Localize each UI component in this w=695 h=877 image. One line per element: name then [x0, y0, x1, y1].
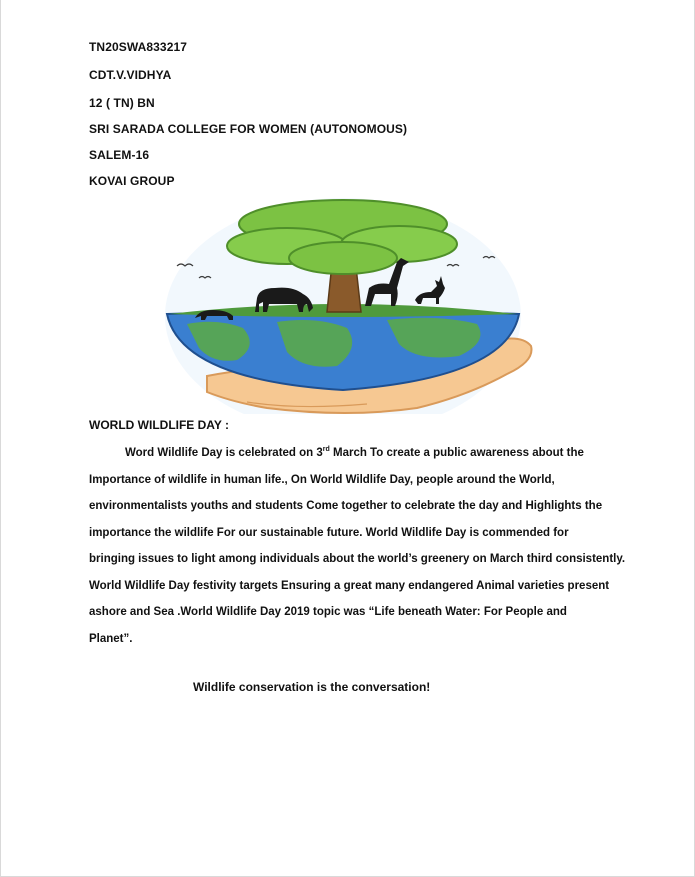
slogan: Wildlife conservation is the conversation! [193, 680, 431, 694]
paragraph-line: Planet”. [89, 632, 133, 645]
paragraph-line: importance the wildlife For our sustainable future. World Wildlife Day is commended for [89, 526, 569, 539]
paragraph-line: Importance of wildlife in human life., On World Wildlife Day, people around the World, [89, 473, 555, 486]
college-name: SRI SARADA COLLEGE FOR WOMEN (AUTONOMOUS) [89, 122, 408, 136]
paragraph-line: environmentalists youths and students Come together to celebrate the day and Highlights the [89, 500, 603, 512]
ordinal-suffix: rd [322, 446, 330, 453]
paragraph-line: ashore and Sea .World Wildlife Day 2019 topic was “Life beneath Water: For People and [89, 606, 567, 618]
cadet-id: TN20SWA833217 [89, 40, 188, 54]
body-paragraph [89, 440, 649, 652]
paragraph-line [89, 440, 649, 467]
paragraph-text: March To create a public awareness about the [329, 447, 584, 459]
paragraph-line: World Wildlife Day festivity targets Ensuring a great many endangered Animal varieties present [89, 579, 610, 592]
paragraph-line: bringing issues to light among individuals about the world’s greenery on March third consistently. [89, 553, 626, 565]
group-name: KOVAI GROUP [89, 174, 175, 188]
battalion: 12 ( TN) BN [89, 96, 155, 110]
paragraph-text: Word Wildlife Day is celebrated on 3 [125, 447, 323, 459]
section-heading: WORLD WILDLIFE DAY : [89, 418, 229, 432]
wildlife-illustration [147, 196, 535, 414]
college-location: SALEM-16 [89, 148, 150, 162]
cadet-name: CDT.V.VIDHYA [89, 68, 172, 82]
